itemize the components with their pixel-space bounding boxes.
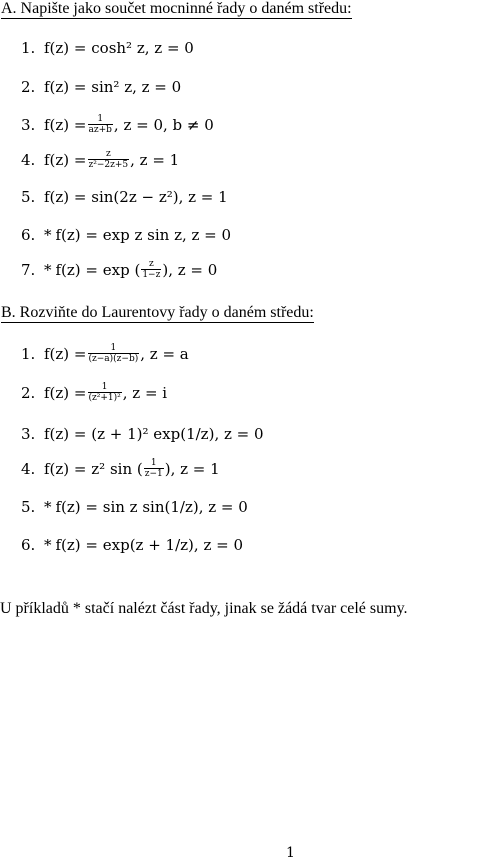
fraction-denominator: az+b bbox=[88, 125, 112, 135]
star-marker: * bbox=[44, 261, 52, 279]
item-expression-prefix: f(z) = bbox=[44, 345, 87, 363]
fraction-numerator: 1 bbox=[97, 114, 104, 124]
section-a-item-6 bbox=[21, 225, 231, 245]
fraction bbox=[88, 115, 113, 135]
item-expression-prefix: f(z) = exp ( bbox=[55, 261, 141, 279]
item-expression-suffix: ), z = 1 bbox=[164, 460, 220, 478]
item-number: 7. bbox=[21, 261, 36, 279]
section-a-item-7 bbox=[21, 260, 217, 280]
fraction-denominator: (z²+1)² bbox=[88, 393, 121, 403]
item-expression-suffix: , z = i bbox=[122, 384, 168, 402]
section-a-heading: A. Napište jako součet mocninné řady o daném středu: bbox=[1, 0, 352, 17]
section-b-item-4 bbox=[21, 459, 220, 479]
section-a-item-4 bbox=[21, 150, 179, 170]
item-number: 3. bbox=[21, 116, 36, 134]
fraction bbox=[88, 150, 130, 170]
fraction bbox=[88, 344, 140, 364]
item-number: 4. bbox=[21, 460, 36, 478]
item-expression: f(z) = sin(2z − z²), z = 1 bbox=[44, 188, 228, 206]
item-number: 3. bbox=[21, 425, 36, 443]
section-b-item-1 bbox=[21, 344, 189, 364]
fraction-denominator: z²−2z+5 bbox=[88, 160, 129, 170]
item-expression-prefix: f(z) = bbox=[44, 151, 87, 169]
item-expression: f(z) = cosh² z, z = 0 bbox=[44, 39, 194, 57]
item-number: 4. bbox=[21, 151, 36, 169]
section-a-item-1 bbox=[21, 38, 194, 58]
fraction-numerator: 1 bbox=[110, 343, 117, 353]
star-marker: * bbox=[44, 498, 52, 516]
item-expression: f(z) = sin z sin(1/z), z = 0 bbox=[55, 498, 248, 516]
fraction-numerator: 1 bbox=[101, 382, 108, 392]
item-number: 5. bbox=[21, 188, 36, 206]
section-a-item-3 bbox=[21, 115, 214, 135]
section-a-item-2 bbox=[21, 77, 181, 97]
fraction-numerator: 1 bbox=[150, 458, 157, 468]
item-expression-suffix: ), z = 0 bbox=[162, 261, 218, 279]
section-b-item-5 bbox=[21, 497, 248, 517]
section-a-item-5 bbox=[21, 187, 228, 207]
section-b-heading: B. Rozviňte do Laurentovy řady o daném středu: bbox=[1, 304, 314, 321]
item-expression-prefix: f(z) = bbox=[44, 384, 87, 402]
fraction bbox=[141, 260, 161, 280]
item-number: 2. bbox=[21, 384, 36, 402]
item-number: 6. bbox=[21, 226, 36, 244]
section-b-item-3 bbox=[21, 424, 264, 444]
fraction bbox=[144, 459, 164, 479]
item-expression: f(z) = exp z sin z, z = 0 bbox=[55, 226, 232, 244]
item-expression-suffix: , z = 1 bbox=[130, 151, 180, 169]
item-number: 1. bbox=[21, 345, 36, 363]
fraction-denominator: z−1 bbox=[144, 469, 163, 479]
item-number: 2. bbox=[21, 78, 36, 96]
fraction-numerator: z bbox=[105, 149, 111, 159]
footnote: U příkladů * stačí nalézt část řady, jinak se žádá tvar celé sumy. bbox=[0, 600, 408, 617]
item-expression-suffix: , z = 0, b ≠ 0 bbox=[113, 116, 214, 134]
section-b-item-2 bbox=[21, 383, 167, 403]
item-number: 5. bbox=[21, 498, 36, 516]
star-marker: * bbox=[44, 536, 52, 554]
item-number: 6. bbox=[21, 536, 36, 554]
section-b-item-6 bbox=[21, 535, 243, 555]
item-number: 1. bbox=[21, 39, 36, 57]
item-expression: f(z) = exp(z + 1/z), z = 0 bbox=[55, 536, 243, 554]
item-expression-prefix: f(z) = bbox=[44, 116, 87, 134]
fraction-denominator: (z−a)(z−b) bbox=[88, 354, 139, 364]
item-expression: f(z) = sin² z, z = 0 bbox=[44, 78, 182, 96]
fraction bbox=[88, 383, 122, 403]
item-expression-prefix: f(z) = z² sin ( bbox=[44, 460, 143, 478]
fraction-denominator: 1−z bbox=[142, 270, 161, 280]
item-expression-suffix: , z = a bbox=[140, 345, 189, 363]
page-number: 1 bbox=[286, 845, 295, 861]
fraction-numerator: z bbox=[148, 259, 154, 269]
star-marker: * bbox=[44, 226, 52, 244]
item-expression: f(z) = (z + 1)² exp(1/z), z = 0 bbox=[44, 425, 264, 443]
